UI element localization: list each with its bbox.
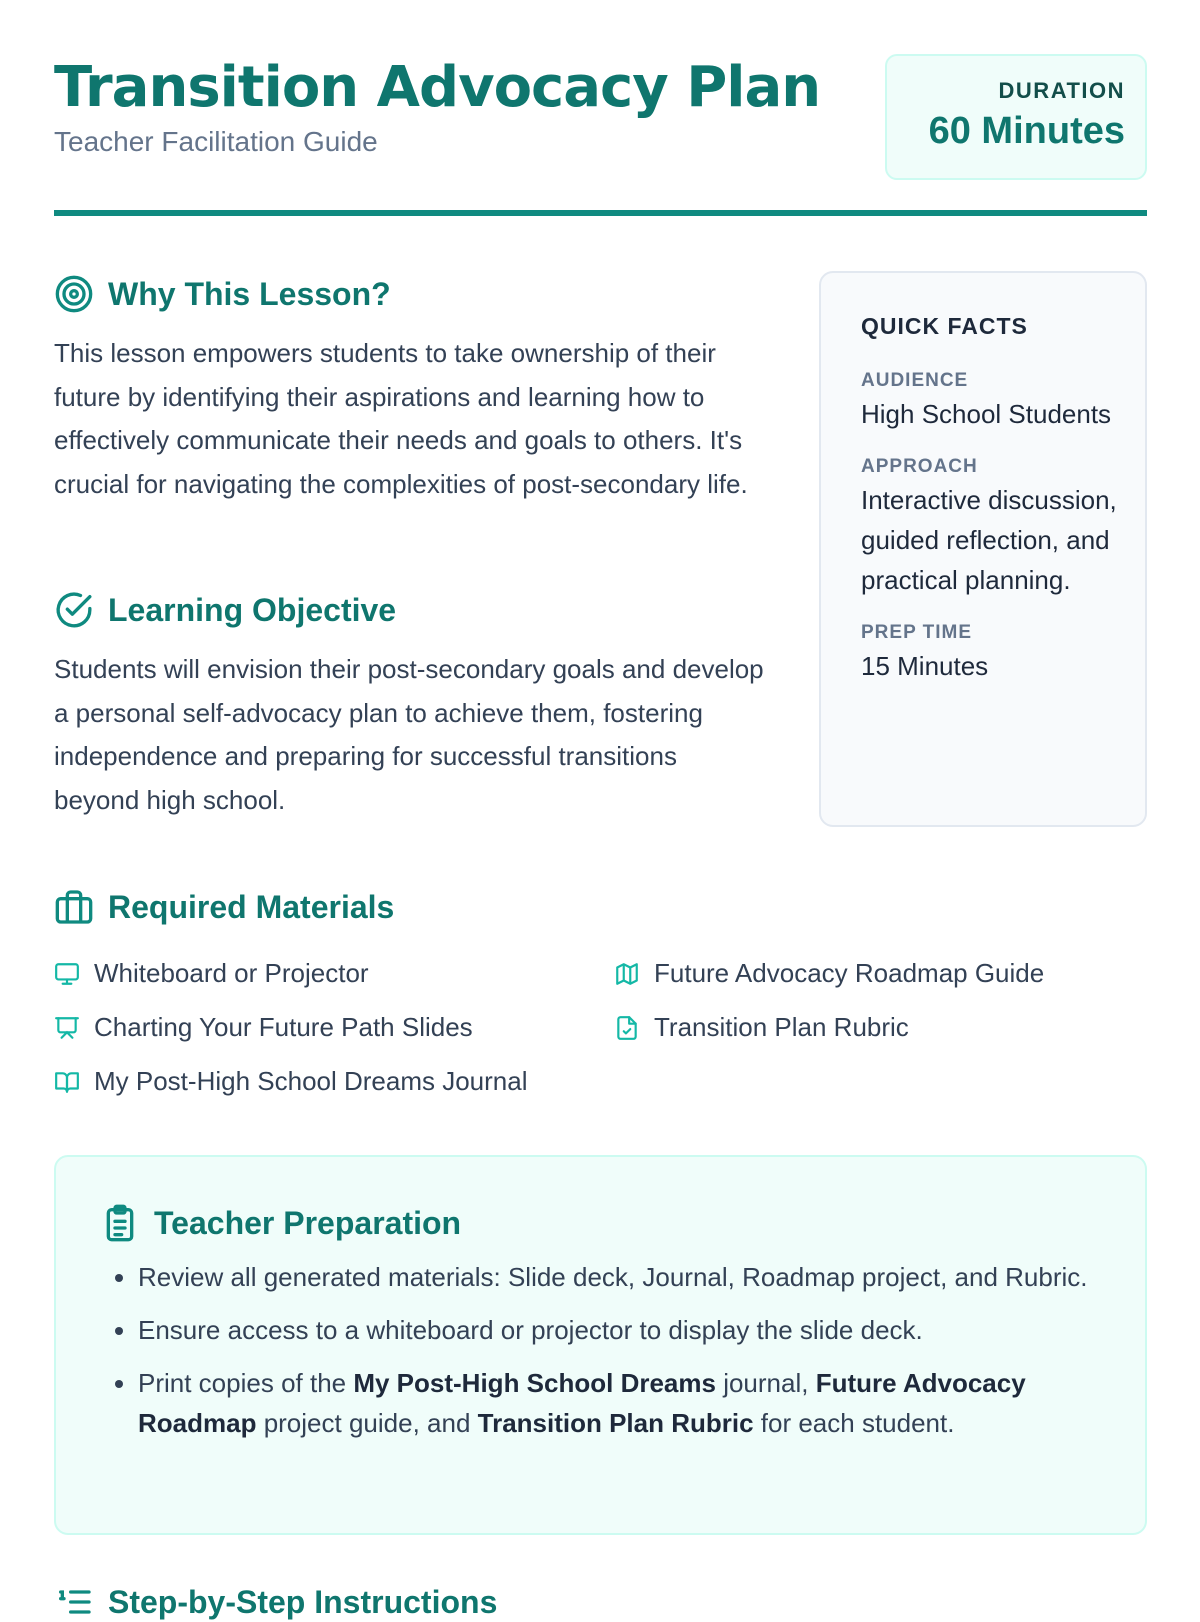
- why-lesson-title: Why This Lesson?: [108, 275, 391, 312]
- page-subtitle: Teacher Facilitation Guide: [54, 126, 378, 157]
- material-label: My Post-High School Dreams Journal: [94, 1066, 528, 1096]
- preparation-item: • Review all generated materials: Slide deck, Journal, Roadmap project, and Rubric.: [138, 1257, 1128, 1297]
- duration-label: DURATION: [998, 78, 1125, 103]
- duration-badge: [885, 54, 1147, 180]
- book-open-icon: [54, 1069, 80, 1095]
- material-item-whiteboard: [54, 958, 369, 989]
- materials-heading: [54, 885, 394, 929]
- fact-value-approach: Interactive discussion, guided reflection, and practical planning.: [861, 485, 1117, 595]
- step-by-step-heading: [54, 1582, 497, 1622]
- journal-name: My Post-High School Dreams: [353, 1368, 716, 1398]
- preparation-item: • Ensure access to a whiteboard or projector to display the slide deck.: [138, 1310, 1128, 1350]
- why-lesson-text: This lesson empowers students to take ownership of their future by identifying their aspirations and learning how to effectively communicate their needs and goals to others. It's crucial for navigating the complexities of post-secondary life.: [54, 338, 748, 499]
- preparation-list: [116, 1257, 1128, 1456]
- check-circle-icon: [54, 590, 94, 630]
- roadmap-name: Future Advocacy Roadmap: [138, 1368, 1026, 1438]
- clipboard-list-icon: [100, 1203, 140, 1243]
- material-item-journal: [54, 1066, 528, 1097]
- preparation-title: Teacher Preparation: [154, 1204, 462, 1241]
- material-item-rubric: [614, 1012, 909, 1043]
- preparation-heading: [100, 1201, 461, 1245]
- briefcase-icon: [54, 887, 94, 927]
- header-divider: [54, 210, 1147, 216]
- list-ordered-icon: [54, 1582, 94, 1622]
- page-title: Transition Advocacy Plan: [54, 55, 821, 120]
- map-icon: [614, 961, 640, 987]
- step-by-step-title: Step-by-Step Instructions: [108, 1583, 498, 1620]
- target-icon: [54, 274, 94, 314]
- fact-label-audience: AUDIENCE: [861, 370, 969, 391]
- quick-facts-title: QUICK FACTS: [861, 313, 1028, 339]
- teacher-preparation-box: [54, 1155, 1147, 1535]
- materials-title: Required Materials: [108, 888, 395, 925]
- fact-value-audience: High School Students: [861, 399, 1112, 429]
- material-item-roadmap-guide: [614, 958, 1044, 989]
- why-lesson-heading: [54, 272, 391, 316]
- learning-objective-text: Students will envision their post-secondary goals and develop a personal self-advocacy plan to achieve them, fostering independence and preparing for successful transitions beyond high school.: [54, 654, 764, 815]
- learning-objective-heading: [54, 588, 396, 632]
- fact-label-prep-time: PREP TIME: [861, 622, 973, 643]
- rubric-name: Transition Plan Rubric: [477, 1408, 754, 1438]
- page-header: [54, 54, 1147, 214]
- material-label: Whiteboard or Projector: [94, 958, 369, 988]
- material-label: Charting Your Future Path Slides: [94, 1012, 473, 1042]
- monitor-icon: [54, 961, 80, 987]
- quick-facts-card: [819, 271, 1147, 827]
- preparation-item: • Print copies of the My Post-High School Dreams journal, Future Advocacy Roadmap project guide, and Transition Plan Rubric for each student.: [138, 1363, 1128, 1443]
- file-check-icon: [614, 1015, 640, 1041]
- presentation-icon: [54, 1015, 80, 1041]
- fact-label-approach: APPROACH: [861, 456, 978, 477]
- material-label: Transition Plan Rubric: [654, 1012, 909, 1042]
- material-item-slides: [54, 1012, 473, 1043]
- duration-value: 60 Minutes: [928, 110, 1125, 152]
- learning-objective-title: Learning Objective: [108, 591, 397, 628]
- material-label: Future Advocacy Roadmap Guide: [654, 958, 1045, 988]
- fact-value-prep-time: 15 Minutes: [861, 651, 989, 681]
